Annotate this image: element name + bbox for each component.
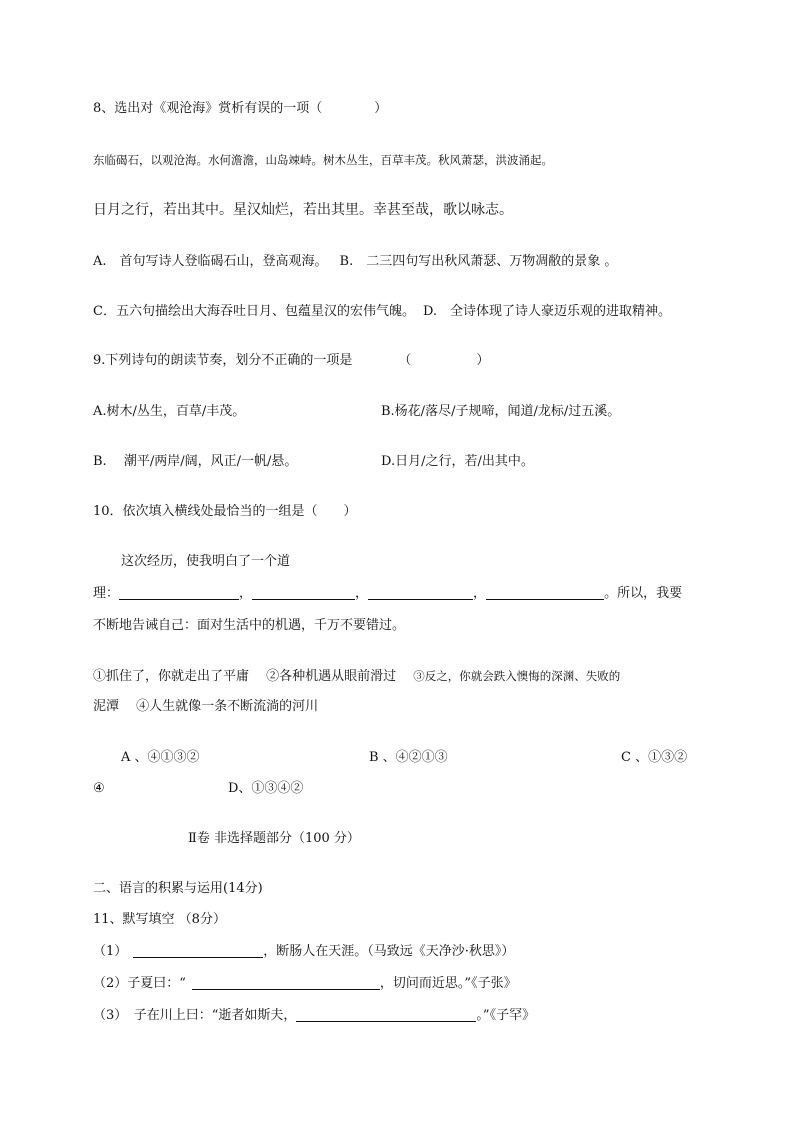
section-2-title: Ⅱ卷 非选择题部分（100 分） — [188, 831, 360, 846]
q8-option-c: C．五六句描绘出大海吞吐日月、包蕴星汉的宏伟气魄。 — [93, 304, 415, 319]
q10-comma-2: ， — [355, 586, 369, 601]
q10-blank-1[interactable] — [119, 585, 239, 600]
q11-line-1 — [93, 943, 514, 961]
q10-items-1-2: ①抓住了，你就走出了平庸 ②各种机遇从眼前滑过 — [93, 669, 414, 684]
q10-choice-d: D、①③④② — [228, 781, 304, 796]
q8-options-cd — [93, 303, 671, 321]
q10-choice-c-tail: ④ — [93, 781, 105, 796]
q11-blank-3[interactable] — [296, 1007, 476, 1022]
q9-option-a: A.树木/丛生，百草/丰茂。 — [93, 404, 246, 419]
q11-blank-2[interactable] — [192, 975, 380, 990]
q10-choice-a: A 、④①③② — [121, 750, 200, 765]
q9-option-b: B.杨花/落尽/子规啼，闻道/龙标/过五溪。 — [381, 404, 621, 419]
q10-blank-2[interactable] — [252, 585, 355, 600]
part-2-title: 二、语言的积累与运用(14分) — [93, 881, 263, 896]
q8-poem-line-1: 东临碣石，以观沧海。水何澹澹，山岛竦峙。树木丛生，百草丰茂。秋风萧瑟，洪波涌起。 — [93, 153, 553, 167]
q9-stem: 9.下列诗句的朗读节奏，划分不正确的一项是 — [93, 353, 353, 368]
q10-items-line-2: 泥潭 ④人生就像一条不断流淌的河川 — [93, 699, 319, 714]
q8-option-a: A. 首句写诗人登临碣石山，登高观海。 — [93, 254, 328, 269]
q11-line-2-num: （2）子夏曰：“ — [93, 976, 186, 991]
q10-choice-b: B 、④②①③ — [369, 750, 448, 765]
q10-blank-4[interactable] — [486, 585, 604, 600]
q11-line-3-text: 。”《子罕》 — [476, 1008, 536, 1023]
q11-line-3-num: （3） 子在川上曰：“逝者如斯夫， — [93, 1008, 297, 1023]
q11-line-1-text: ，断肠人在天涯。（马致远《天净沙·秋思》） — [263, 944, 515, 959]
q11-line-1-num: （1） — [93, 944, 128, 959]
q10-comma-1: ， — [239, 586, 253, 601]
q8-poem-line-2: 日月之行，若出其中。星汉灿烂，若出其里。幸甚至哉，歌以咏志。 — [93, 202, 513, 218]
q10-passage-line-2 — [93, 585, 682, 603]
q11-line-2-text: ，切问而近思。”《子张》 — [379, 976, 517, 991]
q10-passage-line-3: 不断地告诫自己：面对生活中的机遇，千万不要错过。 — [93, 618, 406, 633]
q10-item-3: ③反之，你就会跌入懊悔的深渊、失败的 — [413, 669, 621, 683]
q9-paren: （ ） — [398, 353, 490, 368]
q10-comma-3: ， — [473, 586, 487, 601]
q8-option-d: D. 全诗体现了诗人豪迈乐观的进取精神。 — [422, 304, 672, 319]
q10-blank-3[interactable] — [368, 585, 473, 600]
q8-stem: 8、选出对《观沧海》赏析有误的一项（ ） — [93, 101, 388, 116]
q11-line-3 — [93, 1007, 535, 1025]
q11-line-2 — [93, 975, 517, 993]
q10-passage-end: 。所以，我要 — [604, 586, 683, 601]
q10-choice-c: C 、①③② — [621, 750, 688, 765]
q11-stem: 11、默写填空 （8分） — [93, 912, 226, 927]
q10-passage-line-1: 这次经历，使我明白了一个道 — [121, 554, 291, 569]
q10-passage-prefix: 理： — [93, 586, 120, 601]
q11-blank-1[interactable] — [133, 943, 263, 958]
q9-stem-line — [93, 352, 489, 370]
q8-option-b: B. 二三四句写出秋风萧瑟、万物凋敝的景象 。 — [339, 254, 618, 269]
q10-items-line-1 — [93, 667, 620, 686]
q9-option-c: B. 潮平/两岸/阔，风正/一帆/悬。 — [93, 454, 298, 469]
q10-stem: 10．依次填入横线处最恰当的一组是（ ） — [93, 504, 357, 519]
q9-option-d: D.日月/之行，若/出其中。 — [381, 454, 534, 469]
q8-options-ab — [93, 253, 617, 271]
